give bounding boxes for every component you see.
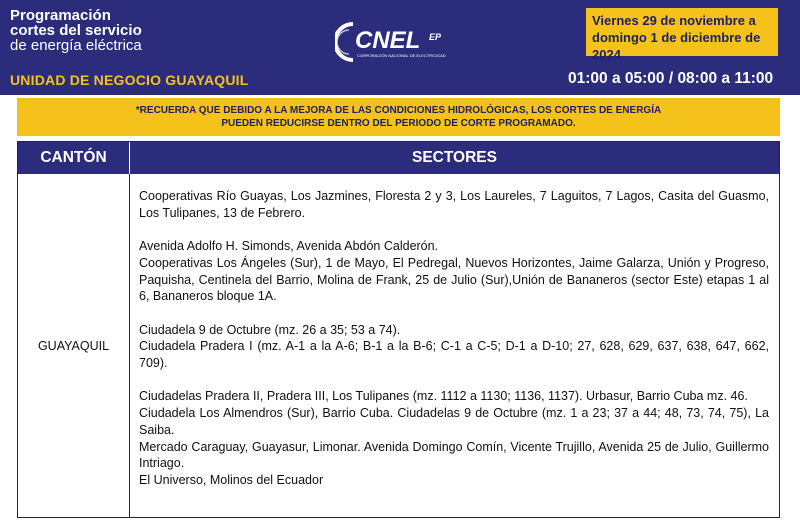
date-line-2: domingo 1 de diciembre de 2024 [592,30,761,62]
logo-wordmark: CNEL [355,27,421,54]
logo-subtitle: CORPORACIÓN NACIONAL DE ELECTRICIDAD [357,53,446,58]
sector-line: El Universo, Molinos del Ecuador [139,472,324,487]
sector-line: Ciudadela Los Almendros (Sur), Barrio Cuba. Ciudadelas 9 de Octubre (mz. 1 a 23; 37 a 44; 48, 73, 74, 75), La Saiba. [139,406,769,437]
hydrology-notice [17,98,780,136]
column-divider [129,174,130,517]
title-line-2: cortes del servicio [10,22,142,39]
program-title [10,8,142,53]
header-banner [0,0,800,95]
date-line-1: Viernes 29 de noviembre a [592,13,756,28]
sector-line: Avenida Adolfo H. Simonds, Avenida Abdón Calderón. [139,239,439,254]
notice-line-2: PUEDEN REDUCIRSE DENTRO DEL PERIODO DE CORTE PROGRAMADO. [221,118,576,129]
logo-suffix: EP [429,32,442,42]
sector-line: Mercado Caraguay, Guayasur, Limonar. Avenida Domingo Comín, Vicente Trujillo, Avenida 25 de Julio, Guillermo Intriago. [139,439,769,471]
sector-line: Ciudadela 9 de Octubre (mz. 26 a 35; 53 a 74). [139,322,401,337]
title-line-1: Programación [10,7,111,24]
sector-group [139,388,769,488]
canton-cell: GUAYAQUIL [37,338,110,353]
sector-group [139,188,769,221]
cnel-logo [335,16,485,66]
sector-line: Cooperativas Los Ángeles (Sur), 1 de Mayo, El Pedregal, Nuevos Horizontes, Jaime Galarza, Unión y Progreso, Paquisha, Centinela del Barrio, Molina de Frank, 25 de Julio (Sur),Unión de Bananeros (sector Este) etapas 1 al 6, Bananeros bloque 1A. [139,255,769,304]
sector-group [139,238,769,305]
sector-group [139,322,769,372]
sector-line: Cooperativas Río Guayas, Los Jazmines, Floresta 2 y 3, Los Laureles, 7 Laguitos, 7 Lagos, Casita del Guasmo, Los Tulipanes, 13 de Febrero. [139,189,769,220]
time-range: 01:00 a 05:00 / 08:00 a 11:00 [568,70,774,87]
table-header-row [18,142,779,174]
header-sectores: SECTORES [412,149,497,166]
header-canton: CANTÓN [18,142,130,174]
business-unit-label: UNIDAD DE NEGOCIO GUAYAQUIL [10,72,249,88]
sector-line: Ciudadelas Pradera II, Pradera III, Los Tulipanes (mz. 1112 a 1130; 1136, 1137). Urbasur, Barrio Cuba mz. 46. [139,389,748,404]
outage-table [17,141,780,518]
title-line-3: de energía eléctrica [10,37,142,54]
sector-line: Ciudadela Pradera I (mz. A-1 a la A-6; B-1 a la B-6; C-1 a C-5; D-1 a D-10; 27, 628, 629, 637, 638, 647, 662, 709). [139,339,769,370]
notice-line-1: *RECUERDA QUE DEBIDO A LA MEJORA DE LAS CONDICIONES HIDROLÓGICAS, LOS CORTES DE ENERGÍA [135,105,662,116]
date-range-box [586,8,778,62]
sectors-cell [139,188,769,505]
